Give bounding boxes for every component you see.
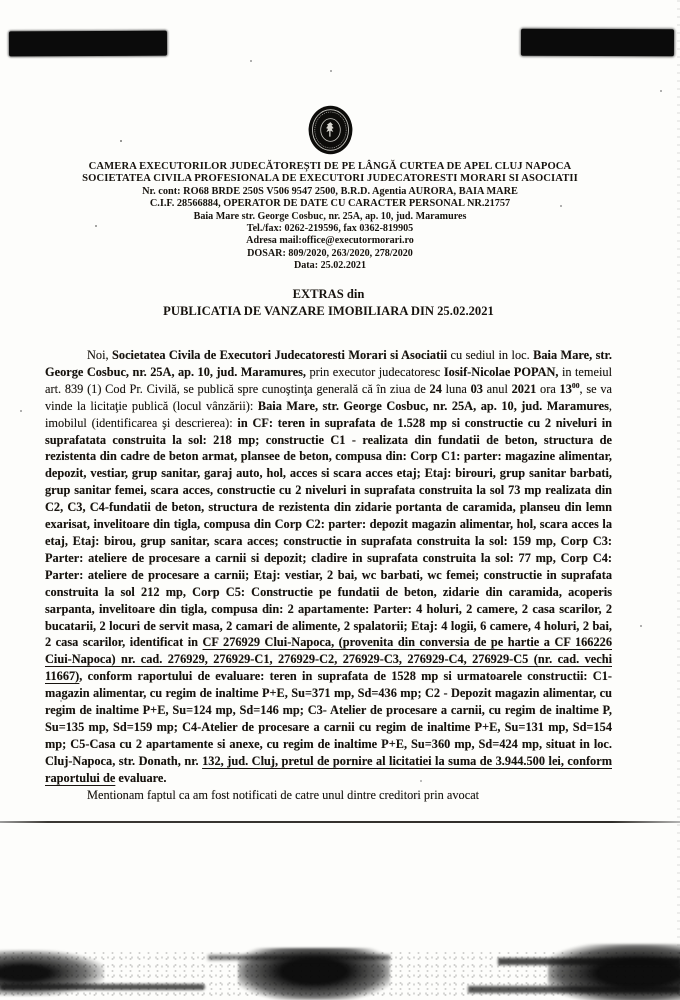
title-extras: EXTRAS din — [292, 287, 365, 301]
redaction-bar-top-left — [9, 31, 167, 57]
noise-streak-3 — [208, 955, 390, 960]
redaction-bar-top-right — [521, 29, 674, 57]
official-seal-icon — [0, 104, 660, 160]
title-publication: PUBLICATIA DE VANZARE IMOBILIARA DIN 25.02.2021 — [163, 304, 494, 318]
noise-streak-4 — [468, 986, 680, 993]
main-paragraph: Noi, Societatea Civila de Executori Judecatoresti Morari si Asociatii cu sediul in loc. Baia Mare, str. George Cosbuc, nr. 25A, ap. 10, jud. Maramures, prin executor judecatoresc Iosif-Nicolae POPAN, in temeiul art. 839 (1) Cod Pr. Civilă, se publică spre cunoştinţa generală că în ziua de 24 luna 03 anul 2021 ora $13^{00}$, se va vinde la licitaţie publică (locul vânzării): Baia Mare, str. George Cosbuc, nr. 25A, ap. 10, jud. Maramures, imobilul (identificarea şi descrierea): in CF: teren in suprafata de 1.528 mp si constructie cu 2 niveluri in suprafatata construita la sol: 218 mp; constructie C1 - realizata din fundatii de beton, structura de rezistenta din cadre de beton armat, plansee de beton, compusa din: Corp C1: parter: magazine alimentar, depozit, vestiar, grup sanitar, garaj auto, hol, acces si scara acces etaj; Etaj: birouri, grup sanitar barbati, grup sanitar femei, scara acces, constructie cu 2 niveluri in suprafata construita la sol 73 mp realizata din C2, C3, C4-fundatii de beton, structura de rezistenta din zidarie portanta de caramida, planseu din lemn exarisat, invelitoare din tigla, compusa din Corp C2: parter: depozit magazin alimentar, hol, scara acces la etaj, Etaj: birou, grup sanitar, scara acces; constructie in suprafata construita la sol: 159 mp, Corp C3: Parter: ateliere de procesare a carnii si depozit; cladire in suprafata construita la sol: 77 mp, Corp C4: Parter: ateliere de procesare a carnii; Etaj: vestiar, 2 bai, wc barbati, wc femei; constructie in suprafata construita la sol 212 mp, Corp C5: Constructie pe fundatii de beton, zidarie din caramida, acoperis sarpanta, invelitoare din tigla, compusa din: 2 apartamente: Parter: 4 holuri, 2 camere, 2 casa scarilor, 2 bucatarii, 2 locuri de servit masa, 2 camari de alimente, 2 spalatorii; Etaj: 4 logii, 6 camere, 4 holuri, 2 bai, 2 casa scarilor, identificat in CF 276929 Clui-Napoca, (provenita din conversia de pe hartie a CF 166226 Ciui-Napoca) nr. cad. 276929, 276929-C1, 276929-C2, 276929-C3, 276929-C4, 276929-C5 (nr. cad. vechi 11667), conform raportului de evaluare: teren in suprafata de 1528 mp si urmatoarele constructii: C1-magazin alimentar, cu regim de inaltime P+E, Su=371 mp, Sd=436 mp; C2 - Depozit magazin alimentar, cu regim de inaltime P+E, Su=124 mp, Sd=146 mp; C3- Atelier de procesare a carnii, cu regim de inaltime P, Su=135 mp, Sd=159 mp; C4-Atelier de procesare a carnii cu regim de inaltime P+E, Su=131 mp, Sd=154 mp; C5-Casa cu 2 apartamente si anexe, cu regim de inaltime P+E, Su=360 mp, Sd=424 mp, situat in loc. Cluj-Napoca, str. Donath, nr. 132, jud. Cluj, pretul de pornire al licitatiei la suma de 3.944.500 lei, conform raportului de evaluare. — [45, 348, 613, 785]
bottom-scan-noise — [0, 938, 680, 1000]
document-title — [45, 286, 612, 320]
letterhead-account: Nr. cont: RO68 BRDE 250S V506 9547 2500, B.R.D. Agentia AURORA, BAIA MARE — [142, 185, 518, 197]
letterhead-email: Adresa mail:office@executormorari.ro — [246, 235, 414, 247]
letterhead-cif: C.I.F. 28566884, OPERATOR DE DATE CU CARACTER PERSONAL NR.21757 — [149, 198, 511, 210]
document-body — [45, 347, 612, 803]
noise-streak-1 — [0, 984, 205, 990]
letterhead-chamber: CAMERA EXECUTORILOR JUDECĂTOREȘTI DE PE LÂNGĂ CURTEA DE APEL CLUJ NAPOCA — [88, 161, 572, 172]
letterhead-society: SOCIETATEA CIVILA PROFESIONALA DE EXECUTORI JUDECATORESTI MORARI SI ASOCIATII — [82, 173, 578, 185]
scan-line-artifact — [0, 821, 680, 823]
noise-streak-2 — [498, 958, 680, 965]
note-paragraph: Mentionam faptul ca am fost notificati de catre unul dintre creditori prin avocat — [87, 787, 480, 802]
letterhead-date: Data: 25.02.2021 — [293, 260, 367, 272]
letterhead-address: Baia Mare str. George Cosbuc, nr. 25A, ap. 10, jud. Maramures — [193, 210, 467, 222]
letterhead — [0, 104, 660, 273]
letterhead-phone: Tel./fax: 0262-219596, fax 0362-819905 — [246, 223, 414, 235]
letterhead-dossier: DOSAR: 809/2020, 263/2020, 278/2020 — [247, 247, 413, 259]
